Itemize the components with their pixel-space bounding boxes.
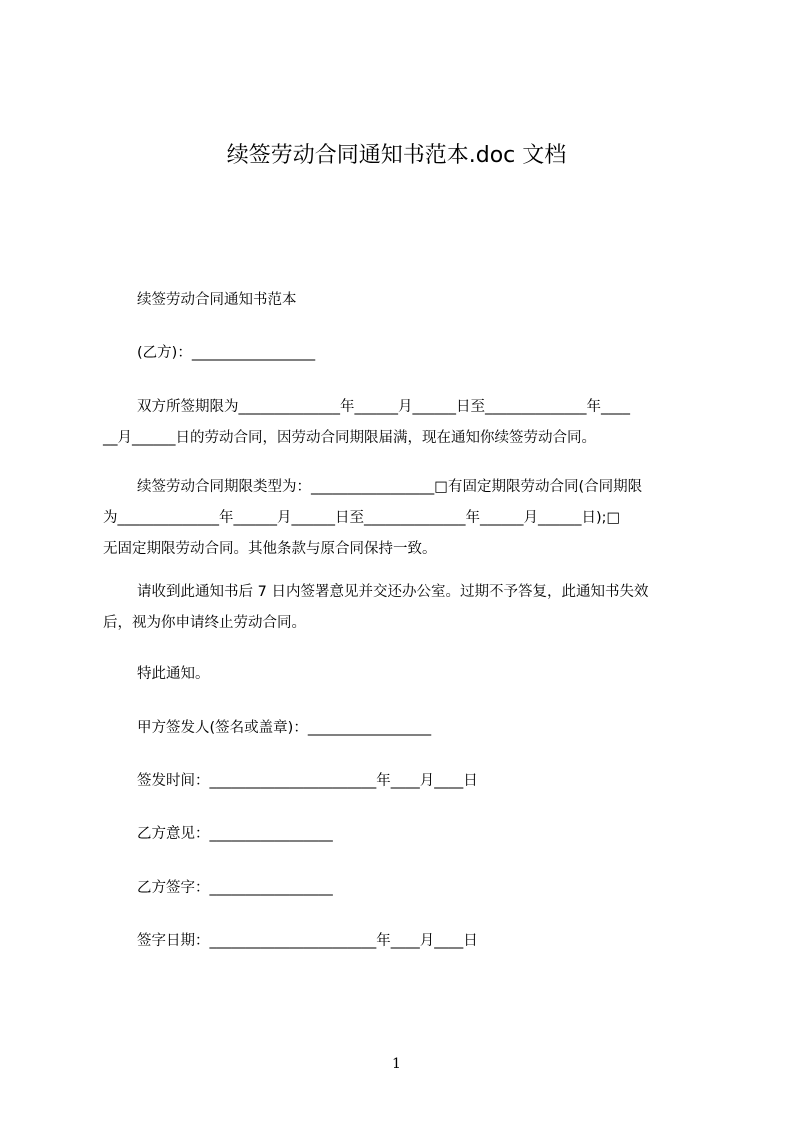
reply-instructions-line-1: 请收到此通知书后 7 日内签署意见并交还办公室。过期不予答复，此通知书失效 [137, 584, 649, 600]
reply-instructions-line-2: 后，视为你申请终止劳动合同。 [103, 615, 306, 631]
signing-date-field: 签字日期：_______________________年____月____日 [137, 933, 478, 949]
renewal-type-paragraph [103, 472, 703, 565]
page-number: 1 [392, 1056, 401, 1072]
contract-period-line-1: 双方所签期限为______________年______月______日至______________年____ [137, 399, 630, 415]
renewal-type-line-3: 无固定期限劳动合同。其他条款与原合同保持一致。 [103, 541, 437, 557]
contract-period-paragraph [103, 392, 703, 454]
issuer-signature-field: 甲方签发人(签名或盖章)：_________________ [137, 720, 432, 736]
document-heading: 续签劳动合同通知书范本 [137, 292, 297, 308]
renewal-type-line-2: 为______________年______月______日至______________年______月______日);□ [103, 510, 621, 526]
document-title: 续签劳动合同通知书范本.doc 文档 [226, 143, 567, 168]
issue-date-field: 签发时间：_______________________年____月____日 [137, 773, 478, 789]
reply-instructions-paragraph [103, 577, 703, 639]
party-b-field: (乙方)：_________________ [137, 345, 316, 361]
party-b-signature-field: 乙方签字：_________________ [137, 880, 333, 896]
notice-text: 特此通知。 [137, 666, 210, 682]
contract-period-line-2: __月______日的劳动合同，因劳动合同期限届满，现在通知你续签劳动合同。 [103, 430, 596, 446]
party-b-opinion-field: 乙方意见：_________________ [137, 826, 333, 842]
renewal-type-line-1: 续签劳动合同期限类型为：_________________□有固定期限劳动合同(合同期限 [137, 479, 643, 495]
